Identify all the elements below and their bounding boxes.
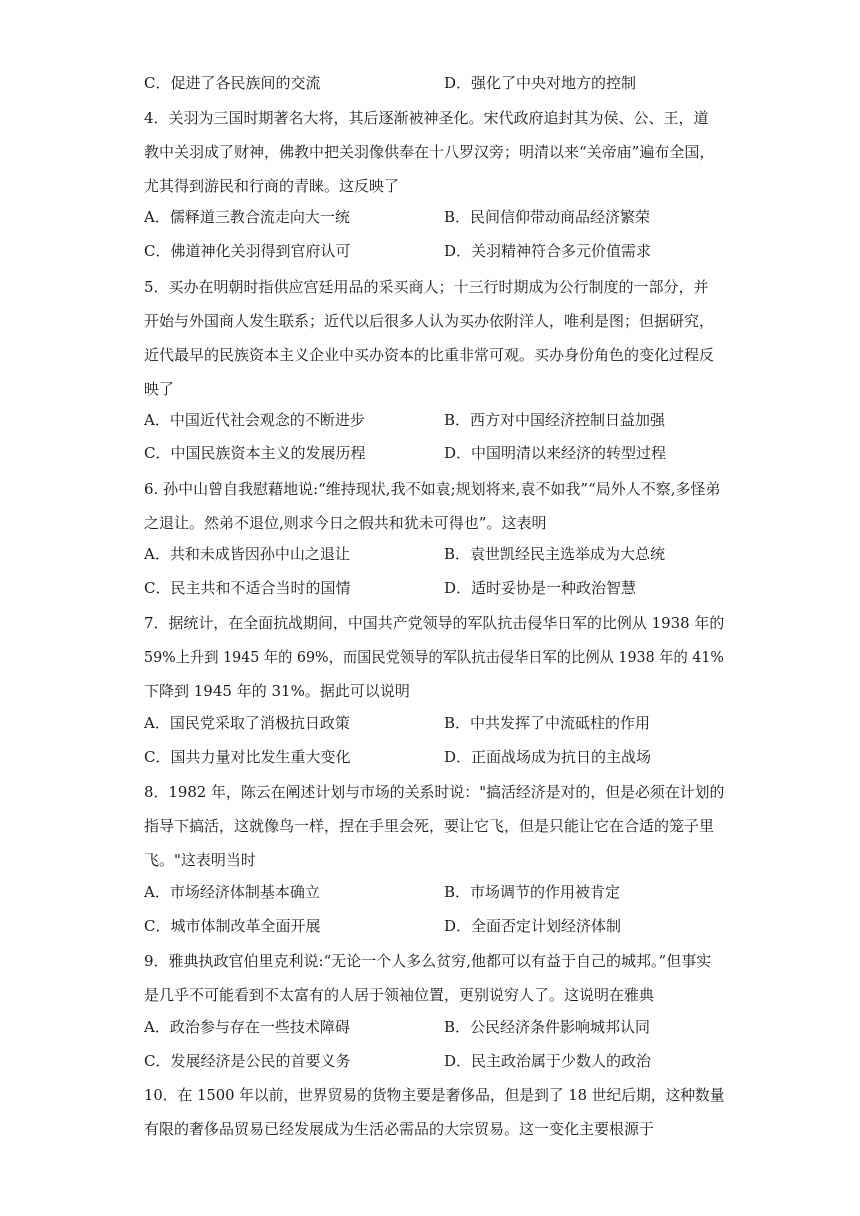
option-a: A．儒释道三教合流走向大一统 bbox=[144, 208, 350, 226]
question-stem-line: 59%上升到 1945 年的 69%，而国民党领导的军队抗击侵华日军的比例从 1938 年的 41% bbox=[144, 648, 724, 666]
question-stem-line: 5．买办在明朝时指供应宫廷用品的采买商人；十三行时期成为公行制度的一部分，并 bbox=[144, 278, 709, 296]
question-stem-line: 有限的奢侈品贸易已经发展成为生活必需品的大宗贸易。这一变化主要根源于 bbox=[144, 1120, 655, 1138]
option-d: D．全面否定计划经济体制 bbox=[444, 917, 622, 935]
question-stem-line: 8．1982 年，陈云在阐述计划与市场的关系时说："搞活经济是对的，但是必须在计划的 bbox=[144, 783, 725, 801]
option-c: C．国共力量对比发生重大变化 bbox=[144, 748, 351, 766]
option-b: B．中共发挥了中流砥柱的作用 bbox=[444, 714, 651, 732]
option-c: C．城市体制改革全面开展 bbox=[144, 917, 321, 935]
option-c: C．民主共和不适合当时的国情 bbox=[144, 579, 351, 597]
option-d: D．关羽精神符合多元价值需求 bbox=[444, 242, 652, 260]
question-stem-line: 飞。"这表明当时 bbox=[144, 851, 256, 869]
question-stem-line: 是几乎不可能看到不太富有的人居于领袖位置，更别说穷人了。这说明在雅典 bbox=[144, 986, 655, 1004]
option-a: A．政治参与存在一些技术障碍 bbox=[144, 1018, 350, 1036]
question-stem-line: 4．关羽为三国时期著名大将，其后逐渐被神圣化。宋代政府追封其为侯、公、王，道 bbox=[144, 109, 709, 127]
question-stem-line: 之退让。然弟不退位,则求今日之假共和犹未可得也”。这表明 bbox=[144, 514, 547, 532]
option-b: B．西方对中国经济控制日益加强 bbox=[444, 411, 666, 429]
option-d: D．适时妥协是一种政治智慧 bbox=[444, 579, 637, 597]
option-c: C．促进了各民族间的交流 bbox=[144, 74, 321, 92]
option-d: D．正面战场成为抗日的主战场 bbox=[444, 748, 652, 766]
option-d: D．强化了中央对地方的控制 bbox=[444, 74, 637, 92]
question-stem-line: 指导下搞活，这就像鸟一样，捏在手里会死，要让它飞，但是只能让它在合适的笼子里 bbox=[144, 817, 715, 835]
option-a: A．中国近代社会观念的不断进步 bbox=[144, 411, 365, 429]
option-c: C．发展经济是公民的首要义务 bbox=[144, 1052, 351, 1070]
option-b: B．袁世凯经民主选举成为大总统 bbox=[444, 545, 666, 563]
option-b: B．市场调节的作用被肯定 bbox=[444, 883, 621, 901]
question-stem-line: 10．在 1500 年以前，世界贸易的货物主要是奢侈品，但是到了 18 世纪后期，这种数量 bbox=[144, 1086, 725, 1104]
question-stem-line: 6. 孙中山曾自我慰藉地说:“维持现状,我不如袁;规划将来,袁不如我”“局外人不察,多怪弟 bbox=[144, 480, 721, 498]
option-b: B．公民经济条件影响城邦认同 bbox=[444, 1018, 651, 1036]
question-stem-line: 下降到 1945 年的 31%。据此可以说明 bbox=[144, 682, 410, 700]
question-stem-line: 映了 bbox=[144, 380, 175, 398]
option-a: A．国民党采取了消极抗日政策 bbox=[144, 714, 350, 732]
question-stem-line: 教中关羽成了财神，佛教中把关羽像供奉在十八罗汉旁；明清以来“关帝庙”遍布全国， bbox=[144, 143, 715, 161]
question-stem-line: 近代最早的民族资本主义企业中买办资本的比重非常可观。买办身份角色的变化过程反 bbox=[144, 346, 715, 364]
question-stem-line: 开始与外国商人发生联系；近代以后很多人认为买办依附洋人，唯利是图；但据研究， bbox=[144, 312, 715, 330]
option-d: D．民主政治属于少数人的政治 bbox=[444, 1052, 652, 1070]
question-stem-line: 9．雅典执政官伯里克利说:“无论一个人多么贫穷,他都可以有益于自己的城邦。”但事实 bbox=[144, 952, 712, 970]
option-c: C．佛道神化关羽得到官府认可 bbox=[144, 242, 351, 260]
question-stem-line: 尤其得到游民和行商的青睐。这反映了 bbox=[144, 177, 400, 195]
option-a: A．市场经济体制基本确立 bbox=[144, 883, 320, 901]
option-c: C．中国民族资本主义的发展历程 bbox=[144, 444, 366, 462]
option-a: A．共和未成皆因孙中山之退让 bbox=[144, 545, 350, 563]
option-d: D．中国明清以来经济的转型过程 bbox=[444, 444, 667, 462]
question-stem-line: 7．据统计，在全面抗战期间，中国共产党领导的军队抗击侵华日军的比例从 1938 年的 bbox=[144, 614, 725, 632]
option-b: B．民间信仰带动商品经济繁荣 bbox=[444, 208, 651, 226]
